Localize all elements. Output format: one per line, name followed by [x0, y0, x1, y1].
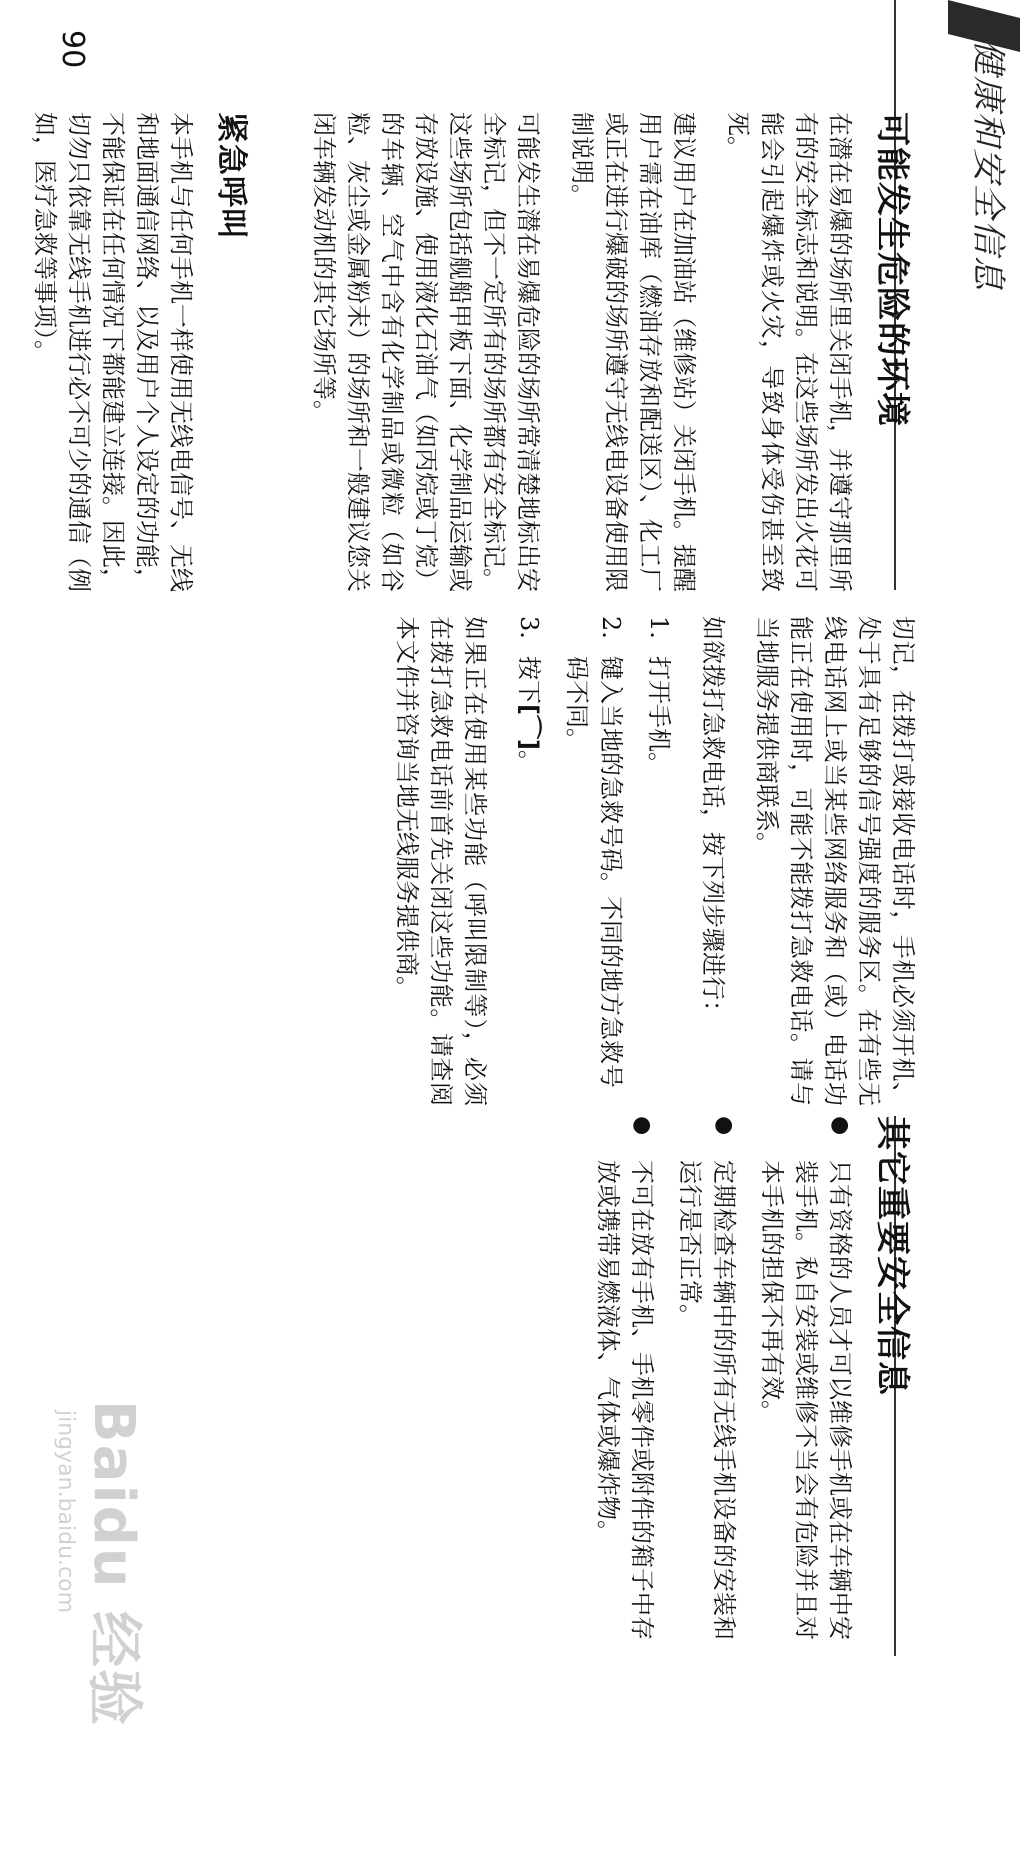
baidu-watermark-logo [28, 1400, 158, 1820]
column-left [8, 112, 920, 592]
paragraph: 建议用户在加油站（维修站）关闭手机。提醒用户需在油库（燃油存放和配送区）、化工厂或正在进行爆破的场所遵守无线电设备使用限制说明。 [568, 112, 698, 592]
bullet-icon: ● [712, 1116, 737, 1136]
watermark-brand: Baidu 经验 [81, 1400, 146, 1728]
step-number: 1. [645, 616, 673, 639]
paragraph: 在潜在易爆的场所里关闭手机，并遵守那里所有的安全标志和说明。在这些场所发出火花可能会引起爆炸或火灾，导致身体受伤甚至致死。 [724, 112, 854, 592]
paragraph: 切记，在拨打或接收电话时，手机必须开机、处于具有足够的信号强度的服务区。在有些无线电话网上或当某些网络服务和（或）电话功能正在使用时，可能不能拨打急救电话。请与当地服务提供商联系。 [753, 616, 917, 1106]
step-text-suffix: 。 [515, 749, 543, 774]
paragraph: 本手机与任何手机一样使用无线电信号、无线和地面通信网络、以及用户个人设定的功能，不能保证在任何情况下都能建立连接。因此，切勿只依靠无线手机进行必不可少的通信（例如，医疗急救等事项）。 [31, 112, 195, 592]
step-text: 键入当地的急救号码。不同的地方急救号码不同。 [563, 656, 625, 1088]
heading-emergency-call: 紧急呼叫 [213, 112, 249, 240]
step-text: 按下 [515, 656, 543, 704]
column-middle [370, 616, 920, 1106]
safety-bullets [591, 1116, 857, 1656]
call-key-icon: [⌒] [515, 704, 543, 750]
paragraph: 可能发生潜在易爆危险的场所常清楚地标出安全标记，但不一定所有的场所都有安全标记。这些场所包括舰船甲板下面、化学制品运输或存放设施、使用液化石油气（如丙烷或丁烷）的车辆、空气中含有化学制品或微粒（如谷粒、灰尘或金属粉末）的场所和一般建议您关闭车辆发动机的其它场所等。 [310, 112, 542, 592]
page-number: 90 [55, 30, 90, 69]
heading-dangerous-environments: 可能发生危险的环境 [872, 112, 912, 427]
list-item [560, 616, 628, 1106]
list-item [512, 616, 546, 1106]
step-number: 3. [515, 616, 543, 639]
bullet-icon: ● [828, 1116, 853, 1136]
list-item [755, 1116, 857, 1656]
step-number: 2. [597, 616, 625, 639]
list-item [673, 1116, 741, 1656]
paragraph: 如果正在使用某些功能（呼叫限制等），必须在拨打急救电话前首先关闭这些功能。请查阅本文件并咨询当地无线服务提供商。 [393, 616, 489, 1106]
bullet-text: 定期检查车辆中的所有无线手机设备的安装和运行是否正常。 [676, 1160, 738, 1640]
watermark-url: jingyan.baidu.com [53, 1410, 78, 1614]
step-text: 打开手机。 [645, 656, 673, 776]
heading-other-safety-info: 其它重要安全信息 [872, 1116, 912, 1396]
paragraph: 如欲拨打急救电话，按下列步骤进行： [699, 616, 727, 1024]
section-title: 健康和安全信息 [968, 40, 1008, 292]
emergency-steps [512, 616, 676, 1106]
column-right [571, 1116, 920, 1656]
list-item [642, 616, 676, 1106]
list-item [591, 1116, 659, 1656]
bullet-icon: ● [630, 1116, 655, 1136]
bullet-text: 只有资格的人员才可以维修手机或在车辆中安装手机。私自安装或维修不当会有危险并且对本手机的担保不再有效。 [758, 1160, 854, 1640]
bullet-text: 不可在放有手机、手机零件或附件的箱子中存放或携带易燃液体、气体或爆炸物。 [594, 1160, 656, 1640]
